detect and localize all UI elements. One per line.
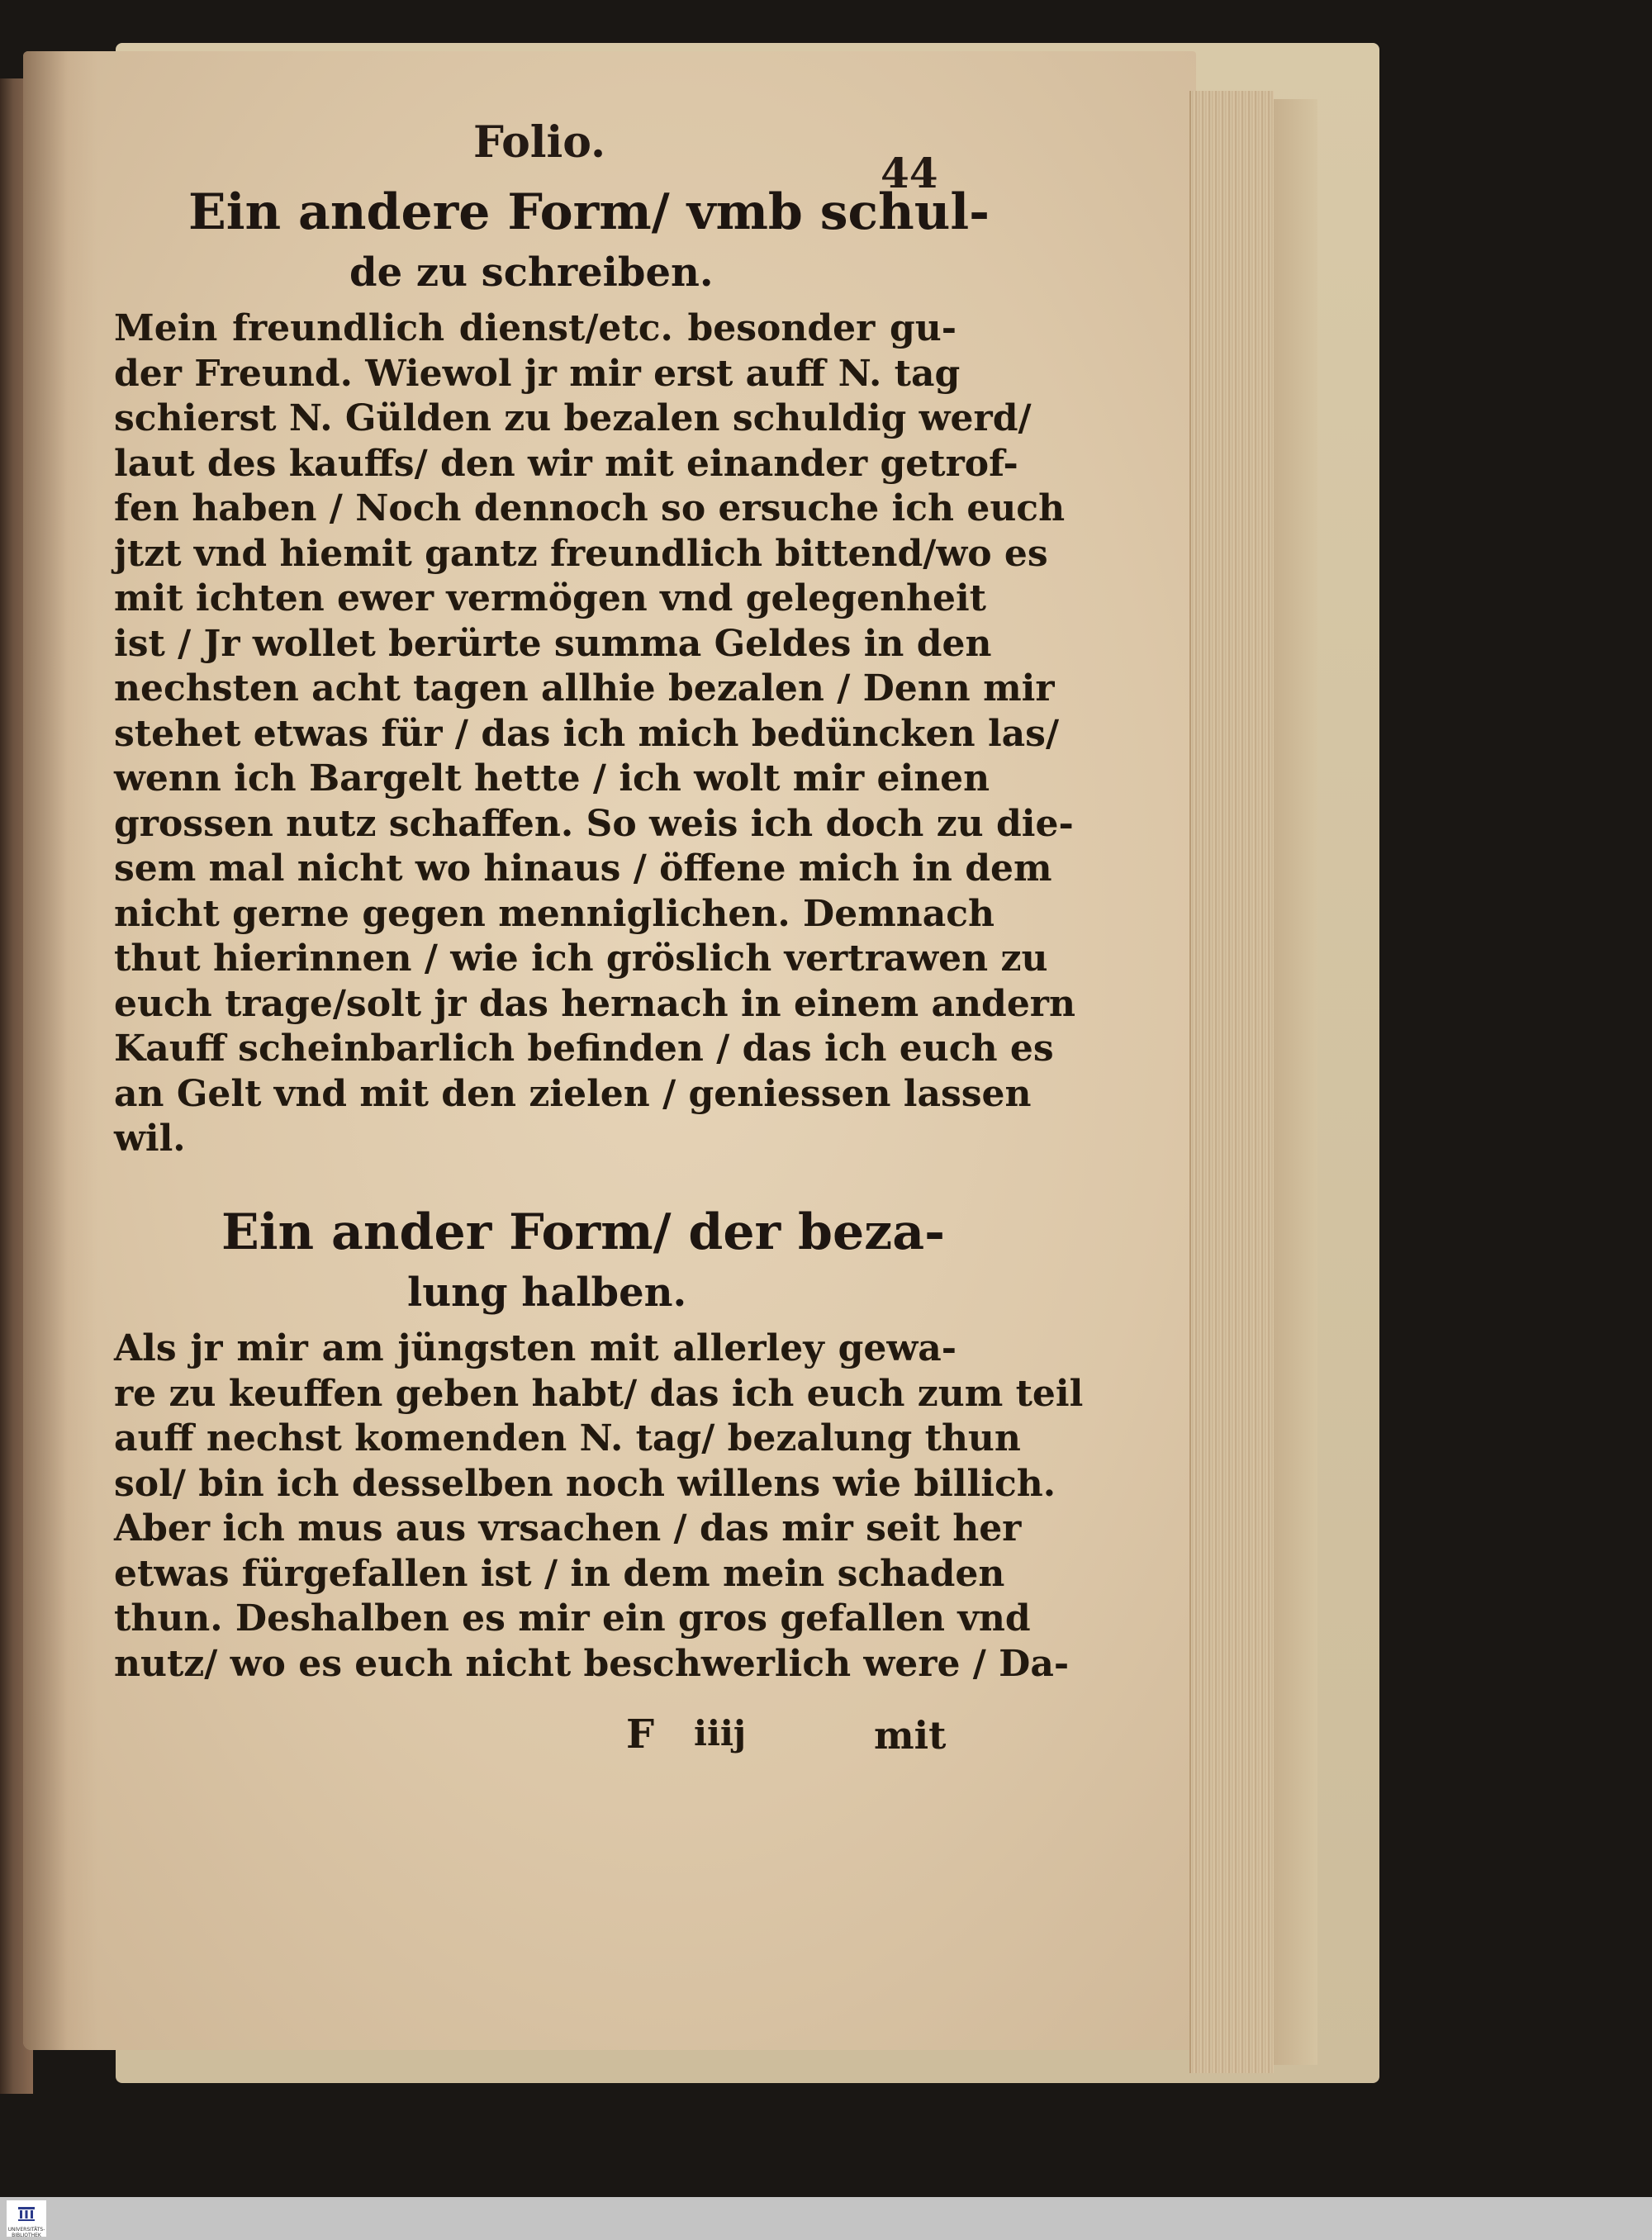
library-logo-text: UNIVERSITÄTS-BIBLIOTHEK [7,2227,45,2238]
text-line: Kauff scheinbarlich befinden / das ich euch es [114,1027,1054,1070]
text-line: sem mal nicht wo hinaus / öffene mich in dem [114,847,1052,890]
text-line: nechsten acht tagen allhie bezalen / Denn mir [114,667,1055,709]
viewer-bottom-bar [0,2197,1652,2240]
text-line: mit ichten ewer vermögen vnd gelegenheit [114,577,986,619]
text-line: jtzt vnd hiemit gantz freundlich bittend/wo es [114,532,1048,575]
section-heading-1-cont: de zu schreiben. [349,249,714,296]
page-stack-edges [1189,91,1274,2073]
text-line: thut hierinnen / wie ich gröslich vertrawen zu [114,937,1048,980]
page-number: 44 [881,149,938,197]
text-line: auff nechst komenden N. tag/ bezalung thun [114,1417,1021,1459]
text-line: Aber ich mus aus vrsachen / das mir seit her [114,1507,1022,1549]
text-line: schierst N. Gülden zu bezalen schuldig werd/ [114,397,1032,439]
text-line: thun. Deshalben es mir ein gros gefallen vnd [114,1597,1031,1640]
text-line: nutz/ wo es euch nicht beschwerlich were / Da- [114,1642,1070,1685]
text-line: wenn ich Bargelt hette / ich wolt mir einen [114,757,990,800]
text-line: an Gelt vnd mit den zielen / geniessen lassen [114,1072,1032,1115]
text-line: ist / Jr wollet berürte summa Geldes in den [114,622,992,665]
text-line: Als jr mir am jüngsten mit allerley gewa- [114,1327,957,1369]
signature-leaf: iiij [694,1713,747,1754]
text-line: laut des kauffs/ den wir mit einander getrof- [114,442,1018,485]
section-heading-2: Ein ander Form/ der beza- [221,1203,946,1261]
book-page [23,51,1196,2050]
running-head: Folio. [473,117,606,168]
text-line: fen haben / Noch dennoch so ersuche ich euch [114,487,1066,529]
section-heading-2-cont: lung halben. [407,1269,687,1316]
catchword: mit [874,1713,947,1758]
page-stack-shadow [1268,99,1317,2065]
page-gutter [23,51,97,2050]
text-line: der Freund. Wiewol jr mir erst auff N. tag [114,352,961,395]
text-line: wil. [114,1118,186,1160]
section-heading-1: Ein andere Form/ vmb schul- [188,183,990,241]
library-logo-icon [17,2204,36,2223]
text-line: euch trage/solt jr das hernach in einem andern [114,982,1075,1025]
text-line: grossen nutz schaffen. So weis ich doch zu die- [114,802,1074,845]
signature-mark: F [626,1711,655,1758]
text-line: re zu keuffen geben habt/ das ich euch zum teil [114,1372,1084,1415]
text-line: etwas fürgefallen ist / in dem mein schaden [114,1552,1005,1595]
text-line: nicht gerne gegen menniglichen. Demnach [114,892,995,935]
text-line: sol/ bin ich desselben noch willens wie billich. [114,1462,1056,1505]
text-line: Mein freundlich dienst/etc. besonder gu- [114,307,957,349]
text-line: stehet etwas für / das ich mich bedüncken las/ [114,712,1060,755]
